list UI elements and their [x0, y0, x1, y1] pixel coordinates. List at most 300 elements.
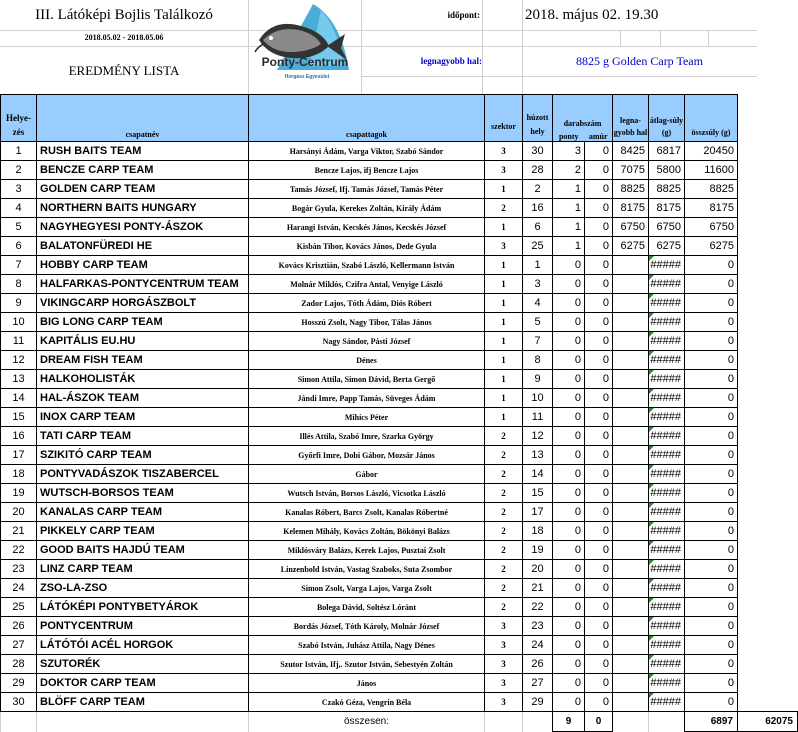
team-name-cell: RUSH BAITS TEAM: [37, 142, 249, 161]
pieces-cell: 0: [553, 351, 585, 370]
empty-cell: [523, 712, 553, 732]
col-sector: szektor: [485, 95, 523, 142]
sector-cell: 1: [485, 351, 523, 370]
col-rank: Helye-zés: [1, 95, 37, 142]
members-cell: Szabó István, Juhász Attila, Nagy Dénes: [249, 636, 485, 655]
total-weight-cell: 0: [685, 427, 738, 446]
members-cell: Tamás József, Ifj. Tamás József, Tamás Péter: [249, 180, 485, 199]
amur-cell: 0: [585, 503, 613, 522]
pieces-cell: 0: [553, 598, 585, 617]
spot-cell: 24: [523, 636, 553, 655]
sector-cell: 3: [485, 161, 523, 180]
col-members: csapattagok: [249, 95, 485, 142]
sector-cell: 1: [485, 332, 523, 351]
team-name-cell: NAGYHEGYESI PONTY-ÁSZOK: [37, 218, 249, 237]
biggest-fish-cell: [613, 617, 649, 636]
spot-cell: 12: [523, 427, 553, 446]
amur-cell: 0: [585, 579, 613, 598]
spot-cell: 15: [523, 484, 553, 503]
spot-cell: 17: [523, 503, 553, 522]
team-name-cell: VIKINGCARP HORGÁSZBOLT: [37, 294, 249, 313]
table-row: [1, 237, 798, 256]
amur-cell: 0: [585, 256, 613, 275]
table-row: [1, 142, 798, 161]
table-row: [1, 199, 798, 218]
total-amur: 0: [585, 712, 613, 732]
rank-cell: 24: [1, 579, 37, 598]
biggest-fish-cell: [613, 598, 649, 617]
biggest-fish-cell: 8175: [613, 199, 649, 218]
gridline: [620, 30, 621, 46]
amur-cell: 0: [585, 693, 613, 712]
avg-weight-cell: #####: [649, 541, 685, 560]
rank-cell: 8: [1, 275, 37, 294]
table-row: [1, 446, 798, 465]
event-dates: 2018.05.02 - 2018.05.06: [84, 33, 164, 42]
avg-weight-cell: #####: [649, 617, 685, 636]
total-weight-cell: 0: [685, 636, 738, 655]
rank-cell: 21: [1, 522, 37, 541]
col-pieces: ponty: [558, 132, 579, 141]
amur-cell: 0: [585, 313, 613, 332]
pieces-cell: 0: [553, 636, 585, 655]
avg-weight-cell: #####: [649, 598, 685, 617]
total-weight-cell: 0: [685, 522, 738, 541]
table-row: [1, 294, 798, 313]
total-weight: 62075: [738, 712, 798, 732]
logo-subtext: Horgász Egyesület: [284, 74, 330, 80]
spot-cell: 29: [523, 693, 553, 712]
avg-weight-cell: 6750: [649, 218, 685, 237]
table-row: [1, 275, 798, 294]
total-weight-cell: 0: [685, 256, 738, 275]
avg-weight-cell: #####: [649, 465, 685, 484]
pieces-cell: 0: [553, 617, 585, 636]
total-weight-cell: 0: [685, 313, 738, 332]
biggest-fish-cell: [613, 446, 649, 465]
total-weight-cell: 0: [685, 503, 738, 522]
amur-cell: 0: [585, 484, 613, 503]
biggest-fish-cell: 6275: [613, 237, 649, 256]
table-row: [1, 636, 798, 655]
total-weight-cell: 0: [685, 579, 738, 598]
avg-weight-cell: #####: [649, 693, 685, 712]
biggest-fish-cell: [613, 541, 649, 560]
spot-cell: 13: [523, 446, 553, 465]
rank-cell: 29: [1, 674, 37, 693]
spot-cell: 25: [523, 237, 553, 256]
sector-cell: 1: [485, 408, 523, 427]
time-label: időpont:: [447, 10, 480, 20]
rank-cell: 11: [1, 332, 37, 351]
members-cell: Bordás József, Tóth Károly, Molnár József: [249, 617, 485, 636]
avg-weight-cell: #####: [649, 446, 685, 465]
members-cell: Jándi Imre, Papp Tamás, Süveges Ádám: [249, 389, 485, 408]
total-weight-cell: 0: [685, 332, 738, 351]
event-title: III. Látóképi Bojlis Találkozó: [35, 7, 213, 23]
pieces-cell: 0: [553, 541, 585, 560]
table-row: [1, 503, 798, 522]
empty-cell: [485, 712, 523, 732]
logo-text: Ponty-Centrum: [261, 55, 349, 69]
pieces-cell: 0: [553, 465, 585, 484]
spot-cell: 2: [523, 180, 553, 199]
total-weight-cell: 0: [685, 370, 738, 389]
spot-cell: 10: [523, 389, 553, 408]
team-name-cell: SZIKITÓ CARP TEAM: [37, 446, 249, 465]
table-row: [1, 560, 798, 579]
biggest-fish-cell: [613, 503, 649, 522]
members-cell: Czakó Géza, Vengrin Béla: [249, 693, 485, 712]
team-name-cell: HALFARKAS-PONTYCENTRUM TEAM: [37, 275, 249, 294]
biggest-fish-cell: [613, 484, 649, 503]
sector-cell: 1: [485, 370, 523, 389]
spot-cell: 8: [523, 351, 553, 370]
spot-cell: 22: [523, 598, 553, 617]
total-weight-cell: 20450: [685, 142, 738, 161]
spot-cell: 3: [523, 275, 553, 294]
rank-cell: 20: [1, 503, 37, 522]
pieces-cell: 1: [553, 237, 585, 256]
avg-weight-cell: #####: [649, 427, 685, 446]
sector-cell: 3: [485, 142, 523, 161]
avg-weight-cell: #####: [649, 332, 685, 351]
rank-cell: 27: [1, 636, 37, 655]
amur-cell: 0: [585, 332, 613, 351]
spot-cell: 7: [523, 332, 553, 351]
biggest-fish-cell: [613, 351, 649, 370]
col-spot: húzott hely: [523, 95, 553, 142]
sector-cell: 3: [485, 674, 523, 693]
biggest-fish-cell: 7075: [613, 161, 649, 180]
members-cell: Bolega Dávid, Soltész Lóránt: [249, 598, 485, 617]
pieces-cell: 0: [553, 275, 585, 294]
total-weight-cell: 0: [685, 617, 738, 636]
biggest-fish-value: 8825 g Golden Carp Team: [576, 54, 703, 68]
rank-cell: 7: [1, 256, 37, 275]
rank-cell: 10: [1, 313, 37, 332]
members-cell: Molnár Miklós, Czifra Antal, Venyige László: [249, 275, 485, 294]
col-pieces-group: [553, 95, 613, 142]
total-weight-cell: 8825: [685, 180, 738, 199]
total-weight-cell: 0: [685, 446, 738, 465]
avg-weight-cell: 8175: [649, 199, 685, 218]
members-cell: Bencze Lajos, ifj Bencze Lajos: [249, 161, 485, 180]
avg-weight-cell: 8825: [649, 180, 685, 199]
empty-cell: [613, 712, 649, 732]
table-row: [1, 218, 798, 237]
sector-cell: 2: [485, 465, 523, 484]
amur-cell: 0: [585, 370, 613, 389]
amur-cell: 0: [585, 218, 613, 237]
biggest-fish-cell: [613, 275, 649, 294]
sector-cell: 1: [485, 218, 523, 237]
rank-cell: 3: [1, 180, 37, 199]
carp-logo-icon: [249, 0, 361, 92]
table-row: [1, 484, 798, 503]
total-avg: 6897: [685, 712, 738, 732]
avg-weight-cell: #####: [649, 522, 685, 541]
members-cell: Mihics Péter: [249, 408, 485, 427]
col-biggest: legna-gyobb hal: [613, 95, 649, 142]
avg-weight-cell: #####: [649, 579, 685, 598]
sector-cell: 1: [485, 180, 523, 199]
amur-cell: 0: [585, 655, 613, 674]
pieces-cell: 0: [553, 693, 585, 712]
biggest-fish-cell: [613, 370, 649, 389]
results-list-title: EREDMÉNY LISTA: [68, 63, 180, 78]
avg-weight-cell: #####: [649, 484, 685, 503]
table-row: [1, 370, 798, 389]
gridline: [660, 30, 661, 46]
totals-label: összesen:: [249, 712, 485, 732]
rank-cell: 15: [1, 408, 37, 427]
sector-cell: 2: [485, 503, 523, 522]
sector-cell: 3: [485, 636, 523, 655]
total-pieces: 9: [553, 712, 585, 732]
team-name-cell: DREAM FISH TEAM: [37, 351, 249, 370]
avg-weight-cell: #####: [649, 351, 685, 370]
rank-cell: 22: [1, 541, 37, 560]
sector-cell: 2: [485, 446, 523, 465]
team-name-cell: LÁTÓTÓI ACÉL HORGOK: [37, 636, 249, 655]
pieces-cell: 0: [553, 408, 585, 427]
sector-cell: 2: [485, 522, 523, 541]
amur-cell: 0: [585, 294, 613, 313]
empty-cell: [649, 712, 685, 732]
biggest-fish-label: legnagyobb hal:: [420, 56, 482, 66]
avg-weight-cell: 6275: [649, 237, 685, 256]
amur-cell: 0: [585, 617, 613, 636]
biggest-fish-cell: [613, 294, 649, 313]
amur-cell: 0: [585, 351, 613, 370]
spot-cell: 1: [523, 256, 553, 275]
spot-cell: 18: [523, 522, 553, 541]
biggest-fish-cell: [613, 674, 649, 693]
sector-cell: 1: [485, 294, 523, 313]
spot-cell: 9: [523, 370, 553, 389]
pieces-cell: 0: [553, 256, 585, 275]
rank-cell: 1: [1, 142, 37, 161]
spot-cell: 23: [523, 617, 553, 636]
pieces-cell: 1: [553, 199, 585, 218]
pieces-cell: 0: [553, 313, 585, 332]
table-row: [1, 180, 798, 199]
avg-weight-cell: #####: [649, 370, 685, 389]
members-cell: Szutor István, Ifj,. Szutor István, Sebestyén Zoltán: [249, 655, 485, 674]
sector-cell: 1: [485, 389, 523, 408]
table-row: [1, 408, 798, 427]
team-name-cell: WUTSCH-BORSOS TEAM: [37, 484, 249, 503]
spot-cell: 26: [523, 655, 553, 674]
team-name-cell: HAL-ÁSZOK TEAM: [37, 389, 249, 408]
avg-weight-cell: #####: [649, 636, 685, 655]
team-name-cell: KAPITÁLIS EU.HU: [37, 332, 249, 351]
amur-cell: 0: [585, 389, 613, 408]
members-cell: Zador Lajos, Tóth Ádám, Diós Róbert: [249, 294, 485, 313]
sector-cell: 1: [485, 275, 523, 294]
team-name-cell: GOOD BAITS HAJDÚ TEAM: [37, 541, 249, 560]
team-name-cell: BLÖFF CARP TEAM: [37, 693, 249, 712]
spot-cell: 20: [523, 560, 553, 579]
team-name-cell: INOX CARP TEAM: [37, 408, 249, 427]
sector-cell: 2: [485, 579, 523, 598]
biggest-fish-cell: 6750: [613, 218, 649, 237]
team-name-cell: NORTHERN BAITS HUNGARY: [37, 199, 249, 218]
amur-cell: 0: [585, 199, 613, 218]
rank-cell: 19: [1, 484, 37, 503]
rank-cell: 26: [1, 617, 37, 636]
avg-weight-cell: #####: [649, 256, 685, 275]
table-row: [1, 693, 798, 712]
total-weight-cell: 0: [685, 408, 738, 427]
members-cell: János: [249, 674, 485, 693]
team-name-cell: ZSO-LA-ZSO: [37, 579, 249, 598]
table-row: [1, 522, 798, 541]
team-name-cell: LÁTÓKÉPI PONTYBETYÁROK: [37, 598, 249, 617]
total-weight-cell: 0: [685, 484, 738, 503]
rank-cell: 25: [1, 598, 37, 617]
spot-cell: 30: [523, 142, 553, 161]
amur-cell: 0: [585, 237, 613, 256]
results-table: [0, 94, 798, 732]
avg-weight-cell: #####: [649, 294, 685, 313]
amur-cell: 0: [585, 275, 613, 294]
amur-cell: 0: [585, 465, 613, 484]
members-cell: Illés Attila, Szabó Imre, Szarka György: [249, 427, 485, 446]
total-weight-cell: 0: [685, 541, 738, 560]
members-cell: Bogár Gyula, Kerekes Zoltán, Király Ádám: [249, 199, 485, 218]
pieces-cell: 0: [553, 427, 585, 446]
team-name-cell: LINZ CARP TEAM: [37, 560, 249, 579]
biggest-fish-cell: [613, 332, 649, 351]
team-name-cell: BIG LONG CARP TEAM: [37, 313, 249, 332]
total-weight-cell: 0: [685, 351, 738, 370]
amur-cell: 0: [585, 636, 613, 655]
gridline: [708, 30, 709, 46]
table-row: [1, 465, 798, 484]
amur-cell: 0: [585, 522, 613, 541]
pieces-cell: 0: [553, 370, 585, 389]
total-weight-cell: 8175: [685, 199, 738, 218]
pieces-cell: 0: [553, 579, 585, 598]
total-weight-cell: 11600: [685, 161, 738, 180]
biggest-fish-cell: [613, 655, 649, 674]
rank-cell: 14: [1, 389, 37, 408]
pieces-cell: 0: [553, 294, 585, 313]
team-name-cell: SZUTORÉK: [37, 655, 249, 674]
col-avg: átlag-súly (g): [649, 95, 685, 142]
team-name-cell: PONTYCENTRUM: [37, 617, 249, 636]
rank-cell: 6: [1, 237, 37, 256]
pieces-cell: 0: [553, 655, 585, 674]
team-name-cell: PONTYVADÁSZOK TISZABERCEL: [37, 465, 249, 484]
members-cell: Simon Attila, Simon Dávid, Berta Gergő: [249, 370, 485, 389]
spot-cell: 6: [523, 218, 553, 237]
rank-cell: 17: [1, 446, 37, 465]
members-cell: Miklósváry Balázs, Kerek Lajos, Pusztai Zsolt: [249, 541, 485, 560]
members-cell: Győrfi Imre, Dobi Gábor, Mozsár János: [249, 446, 485, 465]
table-row: [1, 427, 798, 446]
spot-cell: 28: [523, 161, 553, 180]
pieces-cell: 2: [553, 161, 585, 180]
sector-cell: 2: [485, 541, 523, 560]
spot-cell: 16: [523, 199, 553, 218]
biggest-fish-cell: 8825: [613, 180, 649, 199]
amur-cell: 0: [585, 180, 613, 199]
biggest-fish-cell: [613, 579, 649, 598]
table-row: [1, 655, 798, 674]
members-cell: Gábor: [249, 465, 485, 484]
team-name-cell: PIKKELY CARP TEAM: [37, 522, 249, 541]
members-cell: Kisbán Tibor, Kovács János, Dede Gyula: [249, 237, 485, 256]
rank-cell: 18: [1, 465, 37, 484]
spot-cell: 11: [523, 408, 553, 427]
spot-cell: 21: [523, 579, 553, 598]
col-amur: amúr: [588, 132, 608, 141]
table-header-row: [1, 95, 798, 142]
members-cell: Kanalas Róbert, Barcs Zsolt, Kanalas Róbertné: [249, 503, 485, 522]
spot-cell: 27: [523, 674, 553, 693]
total-weight-cell: 0: [685, 693, 738, 712]
members-cell: Wutsch István, Borsos László, Vicsotka László: [249, 484, 485, 503]
members-cell: Kovács Krisztián, Szabó László, Kellermann István: [249, 256, 485, 275]
sector-cell: 3: [485, 655, 523, 674]
team-name-cell: DOKTOR CARP TEAM: [37, 674, 249, 693]
biggest-fish-cell: [613, 408, 649, 427]
gridline: [362, 76, 757, 77]
pieces-cell: 0: [553, 503, 585, 522]
pieces-cell: 0: [553, 484, 585, 503]
sector-cell: 1: [485, 313, 523, 332]
amur-cell: 0: [585, 142, 613, 161]
team-name-cell: HALKOHOLISTÁK: [37, 370, 249, 389]
empty-cell: [1, 712, 37, 732]
members-cell: Nagy Sándor, Pásti József: [249, 332, 485, 351]
rank-cell: 16: [1, 427, 37, 446]
biggest-fish-cell: [613, 522, 649, 541]
total-weight-cell: 6275: [685, 237, 738, 256]
total-weight-cell: 0: [685, 560, 738, 579]
time-value: 2018. május 02. 19.30: [525, 7, 659, 23]
team-name-cell: HOBBY CARP TEAM: [37, 256, 249, 275]
members-cell: Simon Zsolt, Varga Lajos, Varga Zsolt: [249, 579, 485, 598]
total-weight-cell: 0: [685, 674, 738, 693]
biggest-fish-cell: [613, 636, 649, 655]
table-row: [1, 617, 798, 636]
col-total: összsúly (g): [685, 95, 738, 142]
team-name-cell: GOLDEN CARP TEAM: [37, 180, 249, 199]
pieces-cell: 0: [553, 522, 585, 541]
avg-weight-cell: #####: [649, 313, 685, 332]
spot-cell: 14: [523, 465, 553, 484]
col-pieces-top: darabszám: [563, 119, 602, 128]
biggest-fish-cell: [613, 465, 649, 484]
avg-weight-cell: #####: [649, 560, 685, 579]
club-logo: [248, 0, 362, 94]
col-team: csapatnév: [37, 95, 249, 142]
rank-cell: 9: [1, 294, 37, 313]
total-weight-cell: 0: [685, 294, 738, 313]
table-row: [1, 313, 798, 332]
rank-cell: 13: [1, 370, 37, 389]
team-name-cell: BENCZE CARP TEAM: [37, 161, 249, 180]
table-row: [1, 332, 798, 351]
table-row: [1, 598, 798, 617]
total-weight-cell: 0: [685, 465, 738, 484]
rank-cell: 12: [1, 351, 37, 370]
total-weight-cell: 0: [685, 598, 738, 617]
